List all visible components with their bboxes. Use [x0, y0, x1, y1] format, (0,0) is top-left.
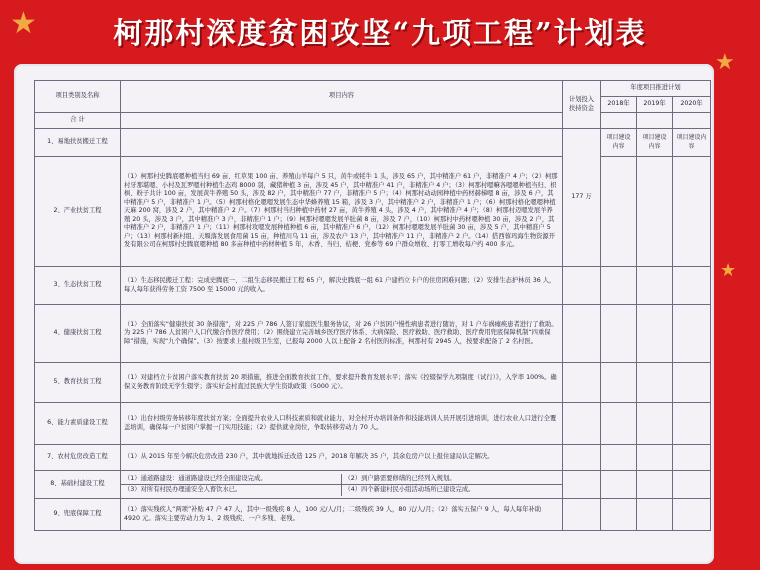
row-6-2020 [673, 403, 711, 445]
row-6-content: （1）出台村级劳务转移年度扶贫方案；全面提升农业人口科技素质和就业能力，对全村开办培训条件和技能培训人员开展引进培训，进行农业人口进行全覆盖培训，确保每一户贫困户掌握一门实用技能；（2）提供就业岗位，争取转移劳动力 70 人。 [121, 403, 563, 445]
row-9-investment [563, 499, 601, 531]
row-8-content [121, 471, 563, 499]
row-3-2019 [637, 267, 673, 305]
row-8-item-a: （1）通道路建设：通道路建设已经全面建设完成。 [121, 474, 342, 486]
row-6-2018 [601, 403, 637, 445]
row-1-content [121, 129, 563, 157]
row-2-2020 [673, 157, 711, 267]
header-year-2020: 2020年 [673, 97, 711, 113]
total-content [121, 113, 563, 129]
row-3-category: 3、生态扶贫工程 [35, 267, 121, 305]
row-1-category: 1、易地扶贫搬迁工程 [35, 129, 121, 157]
row-6-investment [563, 403, 601, 445]
row-7-category: 7、农村危房改造工程 [35, 445, 121, 471]
row-5-content: （1）对建档立卡贫困户落实教育扶贫 20 项措施，推进全面教育扶贫工作，要求提升教育发展水平；落实《控辍保学九项制度（试行）》，入学率 100%。确保义务教育阶段无学生辍学；落实好金村直过民族大学生资助政策（5000 元）。 [121, 363, 563, 403]
plan-2020: 项目建设内容 [673, 129, 711, 157]
row-8-2018 [601, 471, 637, 499]
row-5-category: 5、教育扶贫工程 [35, 363, 121, 403]
total-label: 合 计 [35, 113, 121, 129]
row-9-category: 9、兜底保障工程 [35, 499, 121, 531]
row-3-investment [563, 267, 601, 305]
row-2-investment: 177 万 [563, 129, 601, 267]
total-2019 [637, 113, 673, 129]
row-7-investment [563, 445, 601, 471]
row-5-2020 [673, 363, 711, 403]
row-9-2018 [601, 499, 637, 531]
row-3-2020 [673, 267, 711, 305]
plan-2019: 项目建设内容 [637, 129, 673, 157]
star-icon: ★ [10, 6, 37, 41]
row-4-category: 4、健康扶贫工程 [35, 305, 121, 363]
header-annual-plan: 年度项目推进计划 [601, 81, 711, 97]
row-3-content: （1）生态移民搬迁工程：完成史腾底一、二组生态移民搬迁工程 65 户，解决史腾底一组 61 户建档立卡户的住房困难问题；（2）安排生态护林员 36 人，每人每年获得劳务工资 7500 至 15000 元的收入。 [121, 267, 563, 305]
row-4-2020 [673, 305, 711, 363]
row-9-content: （1）落实残疾人“两项”补贴 47 户 47 人，其中一级残疾 8 人，100 元/人/月；二级残疾 39 人，80 元/人/月；（2）落实五保户 9 人，每人每年补助 4920 元。落实主要劳动力为 1、2 级残疾、一户多残、老残。 [121, 499, 563, 531]
row-5-2018 [601, 363, 637, 403]
row-3-2018 [601, 267, 637, 305]
header-content: 项目内容 [121, 81, 563, 113]
row-6-2019 [637, 403, 673, 445]
row-7-2018 [601, 445, 637, 471]
row-2-content: （1）柯那村史腾底嗯种植当归 69 亩、红草果 100 亩、养殖山羊每户 5 只，黄牛或牦牛 1 头，涉及 65 户，其中精准户 61 户，非精准户 4 户；（2）柯那村牙那堪嗯、小村及瓦罗嗯村种植生态鸡 8000 羽，藏猪种植 3 亩，涉及 45 户，其中精准户 41 户，非精准户 4 户；（3）柯那村嗯嘛各嗯嗯种植当归、枳椇、粉子共计 100 亩，发展黄牛养殖 50 头，涉及 82 户，其中精准户 77 户，非精准户 5 户；（4）柯那村动动园种植中药材赫梯嗯 8 亩，涉及 6 户，其中精准户 5 户，非精准户 1 户。（5）柯那村格化嗯嗯发展生态中华蜂养殖 15 箱，涉及 3 户，其中精准户 2 户，非精准户 1 户；（6）柯那村格化嗯嗯种植天麻 200 窝，涉及 2 户，其中精准户 2 户。（7）柯那村当归种植中药材 27 亩，黄牛养殖 4 头，涉及 4 户，其中精准户 4 户；（8）柯那村迈嗯发展羊养殖 20 头，涉及 3 户，其中精准户 3 户，非精准户 1 户；（9）柯那村嗯嗯发展羊肚菌 8 亩，涉及 7 户，（10）柯那村中药材嗯种植 30 亩，涉及 2 户，其中精准户 2 户，非精准户 1 户；（11）柯那村攻嗯发展种植种植 6 亩，其中精准户 6 户，（12）柯那村嗯嗯发展羊肚菌 30 亩，涉及 5 户，其中精准户 5 户；（13）柯那村新村组、天堰落发展食用菌 15 亩，种植川乌 11 亩，涉及农户 13 户，其中精准户 11 户，非精准户 2 户。（14）搭西蓉玛海生物资源开发有限公司在柯那村史腾底嗯种植 80 多亩种植中药材种植 5 年，木香、当归、桔梗、党参等 69 户群众增收、打零工增收每户约 400 多元。 [121, 157, 563, 267]
row-8-2019 [637, 471, 673, 499]
row-2-category: 2、产业扶贫工程 [35, 157, 121, 267]
plan-sheet [14, 64, 714, 564]
header-category: 项目类别及名称 [35, 81, 121, 113]
row-4-2018 [601, 305, 637, 363]
row-2-2018 [601, 157, 637, 267]
row-4-investment [563, 305, 601, 363]
row-7-2020 [673, 445, 711, 471]
star-icon: ★ [720, 260, 737, 281]
row-7-2019 [637, 445, 673, 471]
row-8-item-d: （4）四个新建村民小组活动场所已建设完成。 [344, 486, 475, 493]
star-icon: ★ [715, 50, 735, 75]
page-title: 柯那村深度贫困攻坚“九项工程”计划表 [113, 15, 647, 50]
row-8-investment [563, 471, 601, 499]
row-8-item-c: （3）对所有村民办理通安全人畜饮水已。 [121, 485, 342, 496]
header-investment: 计划投入扶持资金 [563, 81, 601, 129]
row-6-category: 6、能力素质建设工程 [35, 403, 121, 445]
header-year-2018: 2018年 [601, 97, 637, 113]
row-9-2020 [673, 499, 711, 531]
plan-2018: 项目建设内容 [601, 129, 637, 157]
row-8-2020 [673, 471, 711, 499]
total-2018 [601, 113, 637, 129]
title-banner [0, 0, 760, 62]
row-5-investment [563, 363, 601, 403]
row-9-2019 [637, 499, 673, 531]
row-8-item-b: （2）到户路需要修缮的已经列入规划。 [342, 474, 563, 486]
row-7-content: （1）从 2015 年至今解决危房改造 230 户，其中就地拆迁改造 125 户，2018 年解决 35 户，其余危房户以上报住建局认定解决。 [121, 445, 563, 471]
row-2-2019 [637, 157, 673, 267]
row-5-2019 [637, 363, 673, 403]
header-year-2019: 2019年 [637, 97, 673, 113]
total-2020 [673, 113, 711, 129]
row-4-content: （1）全面落实“健康扶贫 30 条措施”，对 225 户 786 人签订家庭医生服务协议，对 26 户贫困户慢性病患者进行随访，对 1 户车祸瘫痪患者进行了救助。为 225 户 786 人贫困户人口代缴合作医疗费用；（2）围绕建立完善城乡医疗医疗体系、大病保险、医疗救助、医疗救助、医疗费用兜底保障机制“四重保障”措施，实现“九个确保”。（3）按要求上报村级卫生室，已报每 2000 人以上配备 2 名村医的标准，柯那村有 2945 人，按要求配备了 2 名村医。 [121, 305, 563, 363]
plan-table [34, 80, 711, 531]
row-8-category: 8、基础村建设工程 [35, 471, 121, 499]
row-4-2019 [637, 305, 673, 363]
